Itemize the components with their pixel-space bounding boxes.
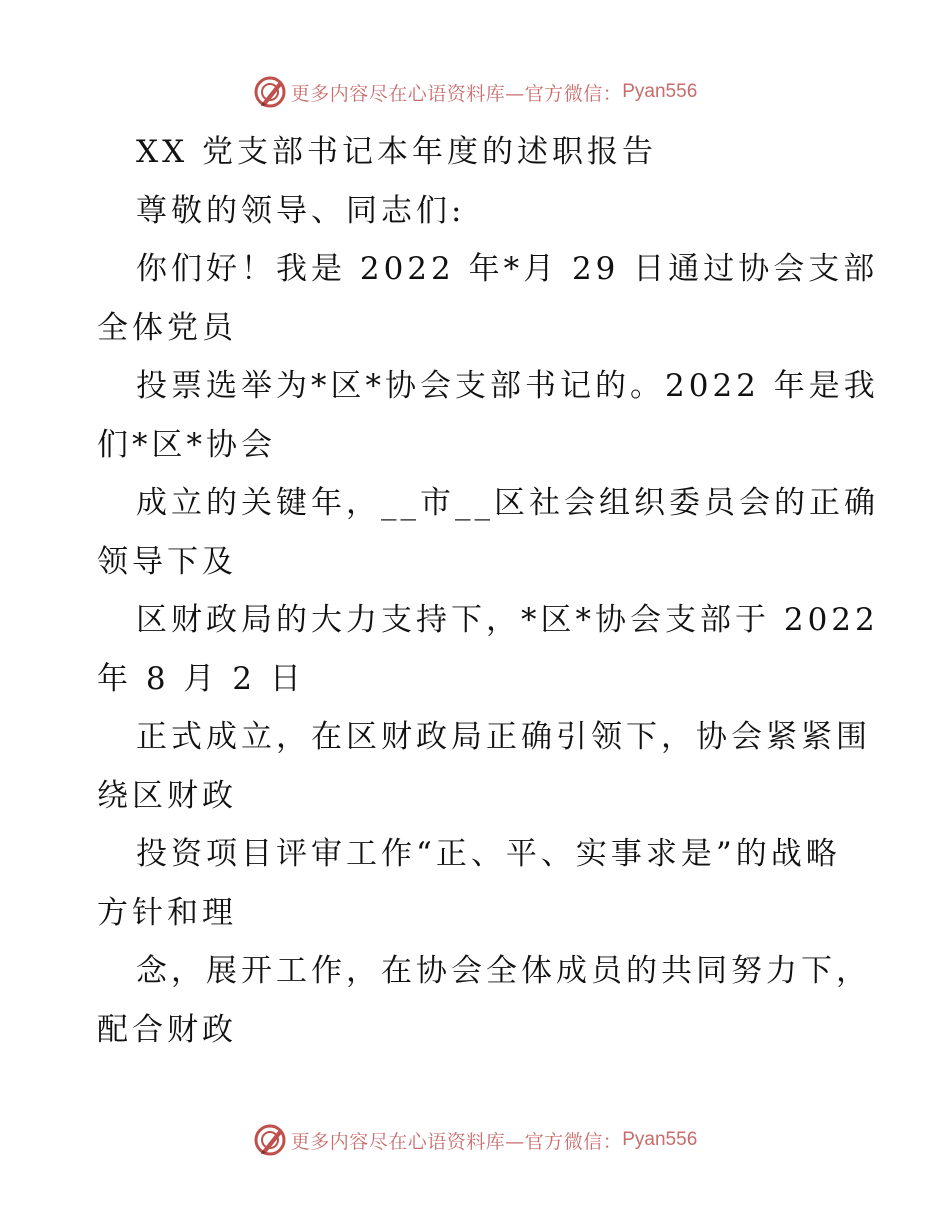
pen-logo-icon [253, 1123, 287, 1157]
watermark-text: 更多内容尽在心语资料库—官方微信： [290, 82, 623, 105]
document-line: 方针和理 [97, 894, 237, 931]
document-line: 念，展开工作，在协会全体成员的共同努力下， [136, 953, 871, 989]
document-line: 全体党员 [97, 309, 237, 346]
document-line: 年 8 月 2 日 [97, 660, 305, 697]
document-line: 配合财政 [97, 1011, 237, 1048]
document-line: 你们好！我是 2022 年*月 29 日通过协会支部 [136, 251, 879, 287]
watermark-text: 更多内容尽在心语资料库—官方微信： [290, 1130, 623, 1153]
document-line: 绕区财政 [97, 777, 237, 814]
watermark-banner-top [0, 72, 950, 112]
document-line: 区财政局的大力支持下，*区*协会支部于 2022 [136, 602, 879, 638]
watermark-id: Pyan556 [622, 1129, 698, 1150]
document-line: 成立的关键年，__市__区社会组织委员会的正确 [136, 485, 879, 521]
document-body [97, 123, 879, 1059]
document-line: 投票选举为*区*协会支部书记的。2022 年是我 [136, 368, 879, 404]
document-line: 们*区*协会 [97, 426, 276, 463]
document-line: 正式成立，在区财政局正确引领下，协会紧紧围 [136, 719, 871, 755]
watermark-banner-bottom [0, 1120, 950, 1160]
watermark-id: Pyan556 [622, 81, 698, 102]
document-line: XX 党支部书记本年度的述职报告 [136, 134, 657, 170]
pen-logo-icon [253, 75, 287, 109]
document-line: 投资项目评审工作“正、平、实事求是”的战略 [136, 836, 841, 872]
document-line: 领导下及 [97, 543, 237, 580]
document-line: 尊敬的领导、同志们: [136, 192, 466, 229]
